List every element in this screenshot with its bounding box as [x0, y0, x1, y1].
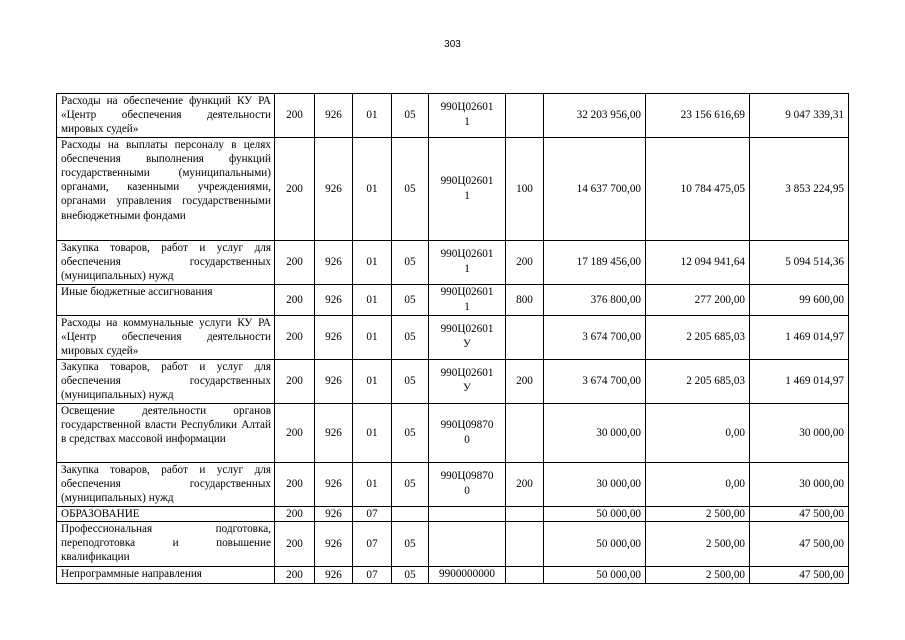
ved-code-cell: 926 [315, 94, 353, 138]
sum-remainder-cell: 99 600,00 [750, 284, 849, 315]
sum-plan-cell: 50 000,00 [544, 506, 646, 521]
gr-code-cell: 200 [275, 403, 315, 462]
row-name-cell: ОБРАЗОВАНИЕ [57, 506, 275, 521]
pr-code-cell: 05 [392, 566, 429, 583]
csr-code-line-2: У [463, 338, 471, 351]
row-name-cell: Расходы на коммунальные услуги КУ РА «Центр обеспечения деятельности мировых судей» [57, 315, 275, 359]
csr-code-line-1: 990Ц09870 [440, 470, 494, 483]
budget-table [56, 93, 849, 584]
vr-code-cell [506, 315, 544, 359]
gr-code-cell: 200 [275, 359, 315, 403]
rz-code-cell: 01 [353, 137, 392, 240]
sum-executed-cell: 0,00 [646, 403, 750, 462]
csr-code-cell [429, 359, 506, 403]
table-row [57, 284, 849, 315]
gr-code-cell: 200 [275, 462, 315, 506]
ved-code-cell: 926 [315, 137, 353, 240]
sum-remainder-cell: 47 500,00 [750, 566, 849, 583]
csr-code-line-2: 1 [464, 116, 470, 129]
ved-code-cell: 926 [315, 403, 353, 462]
csr-code-line-1: 990Ц02601 [440, 367, 494, 380]
vr-code-cell: 800 [506, 284, 544, 315]
sum-plan-cell: 50 000,00 [544, 521, 646, 566]
rz-code-cell: 01 [353, 94, 392, 138]
table-row [57, 521, 849, 566]
csr-code-line-1: 990Ц02601 [440, 248, 494, 261]
gr-code-cell: 200 [275, 284, 315, 315]
sum-executed-cell: 2 205 685,03 [646, 359, 750, 403]
row-name-cell: Профессиональная подготовка, переподготовка и повышение квалификации [57, 521, 275, 566]
sum-remainder-cell: 9 047 339,31 [750, 94, 849, 138]
csr-code-line-1: 990Ц02601 [440, 285, 494, 298]
row-name-cell: Закупка товаров, работ и услуг для обеспечения государственных (муниципальных) нужд [57, 462, 275, 506]
vr-code-cell [506, 506, 544, 521]
csr-code-line-2: 0 [464, 485, 470, 498]
sum-plan-cell: 32 203 956,00 [544, 94, 646, 138]
ved-code-cell: 926 [315, 462, 353, 506]
pr-code-cell: 05 [392, 359, 429, 403]
gr-code-cell: 200 [275, 94, 315, 138]
csr-code-cell [429, 315, 506, 359]
vr-code-cell [506, 566, 544, 583]
sum-plan-cell: 50 000,00 [544, 566, 646, 583]
csr-code-cell [429, 137, 506, 240]
row-name-cell: Закупка товаров, работ и услуг для обеспечения государственных (муниципальных) нужд [57, 240, 275, 284]
csr-code-line-2: 1 [464, 263, 470, 276]
sum-executed-cell: 10 784 475,05 [646, 137, 750, 240]
sum-plan-cell: 3 674 700,00 [544, 359, 646, 403]
row-name-cell: Иные бюджетные ассигнования [57, 284, 275, 315]
row-name-cell: Непрограммные направления [57, 566, 275, 583]
sum-plan-cell: 14 637 700,00 [544, 137, 646, 240]
pr-code-cell [392, 506, 429, 521]
table-row [57, 94, 849, 138]
row-name-cell: Закупка товаров, работ и услуг для обеспечения государственных (муниципальных) нужд [57, 359, 275, 403]
table-row [57, 137, 849, 240]
csr-code-line-2: 0 [464, 433, 470, 446]
pr-code-cell: 05 [392, 521, 429, 566]
sum-plan-cell: 30 000,00 [544, 462, 646, 506]
gr-code-cell: 200 [275, 315, 315, 359]
rz-code-cell: 01 [353, 284, 392, 315]
rz-code-cell: 01 [353, 403, 392, 462]
row-name-cell: Расходы на выплаты персоналу в целях обеспечения выполнения функций государственными (муниципальными) органами, казенными учреждениями, органами управления государственными внебюджетными фондами [57, 137, 275, 240]
sum-executed-cell: 2 500,00 [646, 521, 750, 566]
sum-executed-cell: 2 500,00 [646, 566, 750, 583]
csr-code-cell [429, 566, 506, 583]
vr-code-cell [506, 94, 544, 138]
csr-code-cell [429, 284, 506, 315]
sum-remainder-cell: 47 500,00 [750, 506, 849, 521]
table-row [57, 359, 849, 403]
vr-code-cell: 200 [506, 462, 544, 506]
table-row [57, 506, 849, 521]
sum-remainder-cell: 30 000,00 [750, 462, 849, 506]
sum-executed-cell: 2 205 685,03 [646, 315, 750, 359]
pr-code-cell: 05 [392, 315, 429, 359]
csr-code-line-1: 990Ц02601 [440, 101, 494, 114]
sum-executed-cell: 0,00 [646, 462, 750, 506]
table-body [57, 94, 849, 584]
gr-code-cell: 200 [275, 566, 315, 583]
sum-remainder-cell: 5 094 514,36 [750, 240, 849, 284]
row-name-cell: Освещение деятельности органов государственной власти Республики Алтай в средствах массовой информации [57, 403, 275, 462]
gr-code-cell: 200 [275, 137, 315, 240]
gr-code-cell: 200 [275, 506, 315, 521]
sum-executed-cell: 12 094 941,64 [646, 240, 750, 284]
vr-code-cell [506, 521, 544, 566]
vr-code-cell [506, 403, 544, 462]
table-row [57, 462, 849, 506]
sum-executed-cell: 2 500,00 [646, 506, 750, 521]
csr-code-cell [429, 521, 506, 566]
table-row [57, 240, 849, 284]
ved-code-cell: 926 [315, 566, 353, 583]
csr-code-cell [429, 403, 506, 462]
ved-code-cell: 926 [315, 521, 353, 566]
pr-code-cell: 05 [392, 284, 429, 315]
sum-remainder-cell: 47 500,00 [750, 521, 849, 566]
rz-code-cell: 07 [353, 506, 392, 521]
csr-code-line-2: 1 [464, 189, 470, 202]
csr-code-line-1: 9900000000 [439, 568, 495, 581]
sum-plan-cell: 30 000,00 [544, 403, 646, 462]
vr-code-cell: 200 [506, 240, 544, 284]
gr-code-cell: 200 [275, 240, 315, 284]
vr-code-cell: 100 [506, 137, 544, 240]
table-row [57, 566, 849, 583]
ved-code-cell: 926 [315, 240, 353, 284]
pr-code-cell: 05 [392, 137, 429, 240]
gr-code-cell: 200 [275, 521, 315, 566]
table-row [57, 315, 849, 359]
page-number: 303 [444, 39, 461, 50]
table-row [57, 403, 849, 462]
csr-code-line-1: 990Ц02601 [440, 323, 494, 336]
ved-code-cell: 926 [315, 506, 353, 521]
pr-code-cell: 05 [392, 240, 429, 284]
csr-code-line-1: 990Ц09870 [440, 418, 494, 431]
sum-plan-cell: 376 800,00 [544, 284, 646, 315]
csr-code-line-2: 1 [464, 300, 470, 313]
sum-executed-cell: 23 156 616,69 [646, 94, 750, 138]
sum-remainder-cell: 1 469 014,97 [750, 315, 849, 359]
pr-code-cell: 05 [392, 94, 429, 138]
csr-code-cell [429, 240, 506, 284]
sum-plan-cell: 17 189 456,00 [544, 240, 646, 284]
rz-code-cell: 01 [353, 359, 392, 403]
sum-remainder-cell: 30 000,00 [750, 403, 849, 462]
ved-code-cell: 926 [315, 359, 353, 403]
sum-plan-cell: 3 674 700,00 [544, 315, 646, 359]
csr-code-cell [429, 94, 506, 138]
vr-code-cell: 200 [506, 359, 544, 403]
row-name-cell: Расходы на обеспечение функций КУ РА «Центр обеспечения деятельности мировых судей» [57, 94, 275, 138]
rz-code-cell: 07 [353, 566, 392, 583]
rz-code-cell: 01 [353, 462, 392, 506]
ved-code-cell: 926 [315, 315, 353, 359]
sum-remainder-cell: 3 853 224,95 [750, 137, 849, 240]
sum-executed-cell: 277 200,00 [646, 284, 750, 315]
pr-code-cell: 05 [392, 462, 429, 506]
rz-code-cell: 01 [353, 315, 392, 359]
sum-remainder-cell: 1 469 014,97 [750, 359, 849, 403]
ved-code-cell: 926 [315, 284, 353, 315]
csr-code-cell [429, 462, 506, 506]
pr-code-cell: 05 [392, 403, 429, 462]
csr-code-line-2: У [463, 382, 471, 395]
rz-code-cell: 07 [353, 521, 392, 566]
rz-code-cell: 01 [353, 240, 392, 284]
csr-code-cell [429, 506, 506, 521]
csr-code-line-1: 990Ц02601 [440, 174, 494, 187]
